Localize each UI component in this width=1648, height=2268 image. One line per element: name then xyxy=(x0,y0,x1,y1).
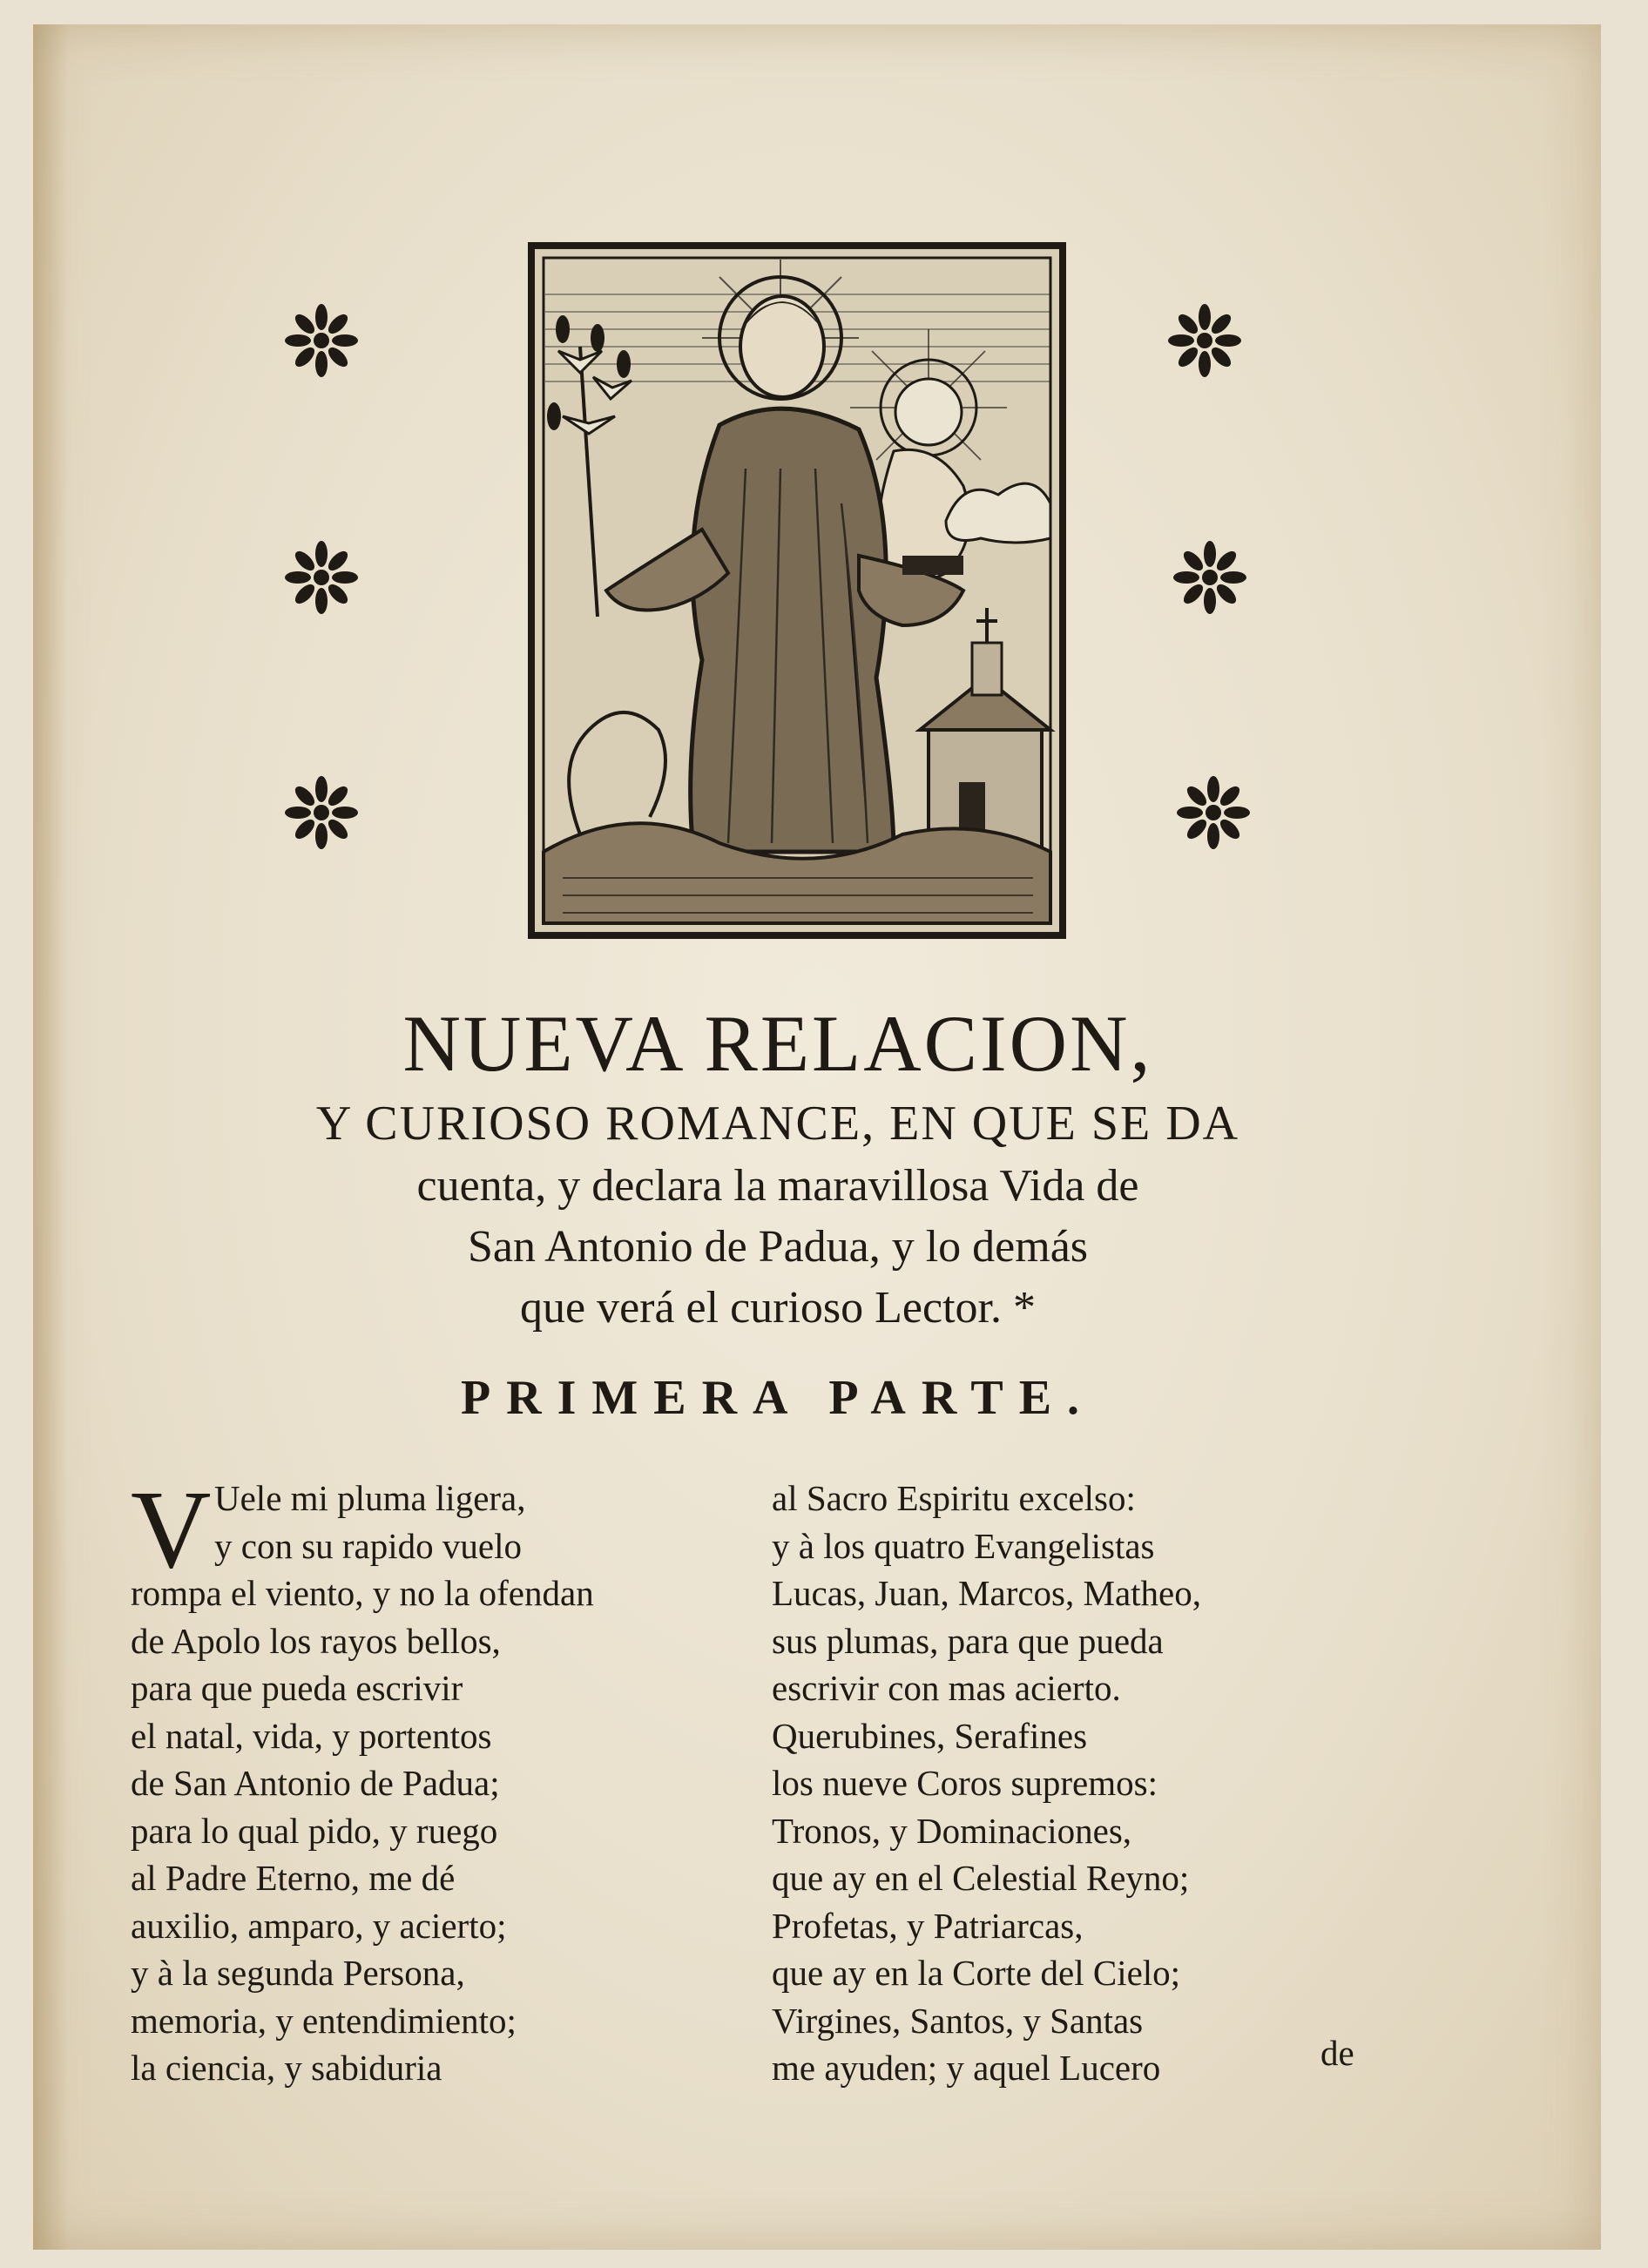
title-main: NUEVA RELACION, xyxy=(402,999,1153,1088)
verse-line: que ay en el Celestial Reyno; xyxy=(772,1858,1190,1898)
rosette-icon xyxy=(284,540,359,615)
verse-line: que ay en la Corte del Cielo; xyxy=(772,1953,1181,1993)
verse-line: rompa el viento, y no la ofendan xyxy=(131,1573,594,1613)
verse-line: Lucas, Juan, Marcos, Matheo, xyxy=(772,1573,1202,1613)
verse-line: Profetas, y Patriarcas, xyxy=(772,1905,1084,1946)
verse-line: para lo qual pido, y ruego xyxy=(131,1810,498,1851)
verse-line: los nueve Coros supremos: xyxy=(772,1763,1158,1803)
verse-line: Tronos, y Dominaciones, xyxy=(772,1810,1132,1851)
verse-line: el natal, vida, y portentos xyxy=(131,1715,492,1756)
title-block xyxy=(146,996,1409,1339)
verse-line: sus plumas, para que pueda xyxy=(772,1620,1164,1661)
rosette-icon xyxy=(1167,303,1242,378)
paper-page xyxy=(33,24,1601,2250)
verse-line: Virgines, Santos, y Santas xyxy=(772,2000,1144,2041)
catchword: de xyxy=(1320,2033,1354,2073)
verse-line: y à los quatro Evangelistas xyxy=(772,1525,1155,1566)
title-line: cuenta, y declara la maravillosa Vida de xyxy=(416,1161,1139,1211)
verse-line: la ciencia, y sabiduria xyxy=(131,2048,442,2088)
left-verse-column xyxy=(131,1468,793,2092)
verse-line: auxilio, amparo, y acierto; xyxy=(131,1905,507,1946)
verse-line: al Padre Eterno, me dé xyxy=(131,1858,456,1898)
rosette-icon xyxy=(284,303,359,378)
verse-line: al Sacro Espiritu excelso: xyxy=(772,1478,1136,1518)
drop-cap: V xyxy=(131,1468,212,1591)
title-line: San Antonio de Padua, y lo demás xyxy=(467,1222,1089,1272)
rosette-icon xyxy=(1176,775,1251,850)
title-subtitle: Y CURIOSO ROMANCE, EN QUE SE DA xyxy=(315,1097,1240,1151)
verse-line: y con su rapido vuelo xyxy=(214,1525,522,1566)
rosette-icon xyxy=(1172,540,1247,615)
section-heading: PRIMERA PARTE. xyxy=(460,1371,1096,1425)
right-verse-column xyxy=(772,1475,1434,2092)
verse-line: de Apolo los rayos bellos, xyxy=(131,1620,501,1661)
verse-line: de San Antonio de Padua; xyxy=(131,1763,500,1803)
saint-woodcut-illustration xyxy=(528,242,1066,939)
verse-line: escrivir con mas acierto. xyxy=(772,1668,1121,1708)
verse-line: memoria, y entendimiento; xyxy=(131,2000,517,2041)
verse-line: y à la segunda Persona, xyxy=(131,1953,465,1993)
rosette-icon xyxy=(284,775,359,850)
verse-line: me ayuden; y aquel Lucero xyxy=(772,2048,1161,2088)
verse-line: para que pueda escrivir xyxy=(131,1668,463,1708)
verse-line: Querubines, Serafines xyxy=(772,1715,1088,1756)
title-line: que verá el curioso Lector. * xyxy=(520,1283,1036,1333)
verse-line: Uele mi pluma ligera, xyxy=(214,1478,526,1518)
